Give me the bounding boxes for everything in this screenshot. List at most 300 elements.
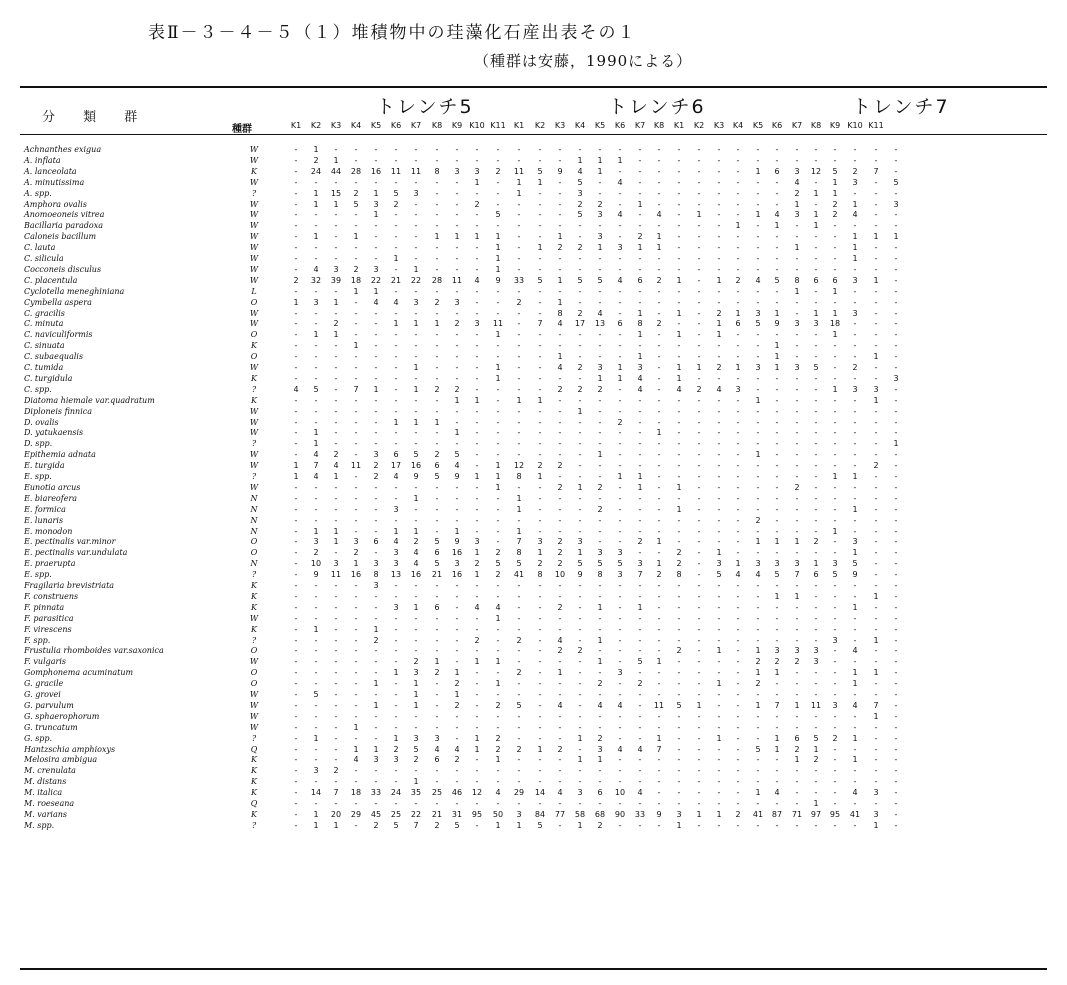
count-cell: 1 (434, 657, 440, 667)
count-cell: 1 (516, 820, 522, 830)
count-cell: - (697, 591, 701, 601)
count-cell: 3 (393, 548, 399, 558)
count-cell: 1 (637, 602, 643, 612)
count-cell: 5 (597, 275, 603, 285)
count-cell: 2 (313, 155, 319, 165)
count-cell: - (894, 591, 898, 601)
count-cell: - (795, 526, 799, 536)
count-cell: - (558, 286, 562, 296)
count-cell: 11 (390, 166, 402, 176)
count-cell: 16 (451, 548, 463, 558)
count-cell: - (775, 493, 779, 503)
count-cell: - (598, 581, 602, 590)
count-cell: - (853, 406, 857, 416)
count-cell: - (894, 406, 898, 416)
count-cell: - (455, 243, 459, 253)
count-cell: 1 (577, 155, 583, 165)
count-cell: 6 (434, 461, 440, 471)
count-cell: - (354, 581, 358, 590)
count-cell: - (394, 341, 398, 351)
count-cell: 1 (313, 733, 319, 743)
count-cell: - (874, 799, 878, 808)
count-cell: - (496, 188, 500, 198)
count-cell: 4 (774, 210, 780, 220)
count-cell: - (334, 733, 338, 743)
count-cell: - (294, 264, 298, 274)
count-cell: 12 (810, 166, 822, 176)
species-group: W (249, 308, 259, 318)
count-cell: - (638, 439, 642, 449)
count-cell: 1 (393, 417, 399, 427)
count-cell: 31 (451, 809, 463, 819)
count-cell: 2 (794, 482, 800, 492)
count-cell: - (853, 711, 857, 721)
count-cell: - (795, 155, 799, 165)
count-cell: - (517, 210, 521, 220)
species-group: K (251, 373, 257, 383)
count-cell: - (717, 624, 721, 634)
count-cell: 3 (617, 668, 623, 678)
count-cell: 10 (614, 788, 626, 798)
count-cell: - (578, 602, 582, 612)
count-cell: 1 (832, 384, 838, 394)
count-cell: - (578, 341, 582, 351)
count-cell: - (374, 145, 378, 154)
count-cell: 1 (774, 308, 780, 318)
count-cell: 3 (755, 363, 761, 372)
count-cell: 1 (735, 221, 741, 231)
count-cell: - (414, 646, 418, 656)
count-cell: 3 (413, 733, 419, 743)
count-cell: - (833, 537, 837, 547)
count-cell: - (334, 363, 338, 372)
count-cell: 28 (431, 275, 443, 285)
count-cell: - (294, 177, 298, 187)
count-cell: - (775, 264, 779, 274)
count-cell: - (756, 341, 760, 351)
count-cell: - (853, 145, 857, 154)
count-cell: - (314, 635, 318, 645)
count-cell: 1 (577, 406, 583, 416)
count-cell: - (598, 439, 602, 449)
count-cell: - (677, 221, 681, 231)
count-cell: - (618, 232, 622, 242)
count-cell: 3 (852, 177, 858, 187)
count-cell: - (455, 591, 459, 601)
count-cell: - (475, 439, 479, 449)
taxon-name: Cocconeis disculus (24, 264, 102, 274)
count-cell: 7 (413, 820, 419, 830)
taxon-name: G. truncatum (24, 722, 78, 732)
count-cell: - (294, 777, 298, 787)
count-cell: 1 (373, 624, 379, 634)
count-cell: - (853, 482, 857, 492)
count-cell: - (717, 788, 721, 798)
count-cell: - (618, 766, 622, 776)
species-group: K (251, 766, 257, 776)
count-cell: - (618, 286, 622, 296)
count-cell: - (697, 221, 701, 231)
count-cell: - (517, 657, 521, 667)
count-cell: - (756, 613, 760, 623)
count-cell: - (435, 711, 439, 721)
count-cell: 45 (370, 809, 382, 819)
count-cell: 2 (852, 166, 858, 176)
count-cell: - (894, 777, 898, 787)
count-cell: - (538, 755, 542, 765)
count-cell: - (475, 428, 479, 438)
count-cell: - (334, 657, 338, 667)
count-cell: 1 (676, 308, 682, 318)
count-cell: 1 (313, 199, 319, 209)
count-cell: - (294, 700, 298, 710)
count-cell: - (894, 264, 898, 274)
count-cell: - (638, 450, 642, 460)
count-cell: 14 (310, 788, 322, 798)
count-cell: - (435, 526, 439, 536)
taxon-name: E. formica (24, 504, 66, 514)
count-cell: - (455, 188, 459, 198)
count-cell: - (833, 297, 837, 307)
count-cell: - (657, 439, 661, 449)
count-cell: - (435, 613, 439, 623)
count-cell: 32 (310, 275, 322, 285)
count-cell: - (775, 581, 779, 590)
count-cell: - (414, 155, 418, 165)
count-cell: - (814, 297, 818, 307)
count-cell: 1 (413, 319, 419, 329)
count-cell: 9 (656, 809, 662, 819)
column-header-t7-k5: K5 (752, 121, 764, 130)
count-cell: - (756, 766, 760, 776)
count-cell: 1 (755, 668, 761, 678)
count-cell: - (538, 232, 542, 242)
count-cell: - (814, 417, 818, 427)
count-cell: - (814, 199, 818, 209)
count-cell: - (775, 439, 779, 449)
count-cell: - (455, 308, 459, 318)
count-cell: - (334, 308, 338, 318)
count-cell: - (657, 155, 661, 165)
count-cell: - (638, 733, 642, 743)
count-cell: - (578, 461, 582, 471)
count-cell: 11 (513, 166, 525, 176)
count-cell: - (496, 646, 500, 656)
count-cell: - (496, 493, 500, 503)
count-cell: - (618, 428, 622, 438)
count-cell: - (795, 264, 799, 274)
species-group: O (250, 646, 258, 656)
count-cell: - (334, 548, 338, 558)
count-cell: - (517, 330, 521, 340)
count-cell: 2 (774, 657, 780, 667)
count-cell: - (314, 668, 318, 678)
count-cell: 8 (537, 570, 543, 580)
count-cell: - (795, 799, 799, 808)
count-cell: - (354, 363, 358, 372)
count-cell: - (717, 254, 721, 263)
count-cell: - (618, 711, 622, 721)
count-cell: - (455, 777, 459, 787)
count-cell: - (578, 373, 582, 383)
count-cell: - (496, 722, 500, 732)
count-cell: 9 (454, 537, 460, 547)
count-cell: 11 (330, 570, 342, 580)
count-cell: 1 (413, 690, 419, 699)
count-cell: - (814, 690, 818, 699)
count-cell: 4 (313, 264, 319, 274)
count-cell: 2 (454, 755, 460, 765)
count-cell: - (294, 482, 298, 492)
count-cell: 77 (554, 809, 566, 819)
count-cell: - (435, 690, 439, 699)
count-cell: - (558, 155, 562, 165)
count-cell: - (756, 145, 760, 154)
count-cell: 1 (434, 319, 440, 329)
count-cell: - (677, 166, 681, 176)
count-cell: 95 (829, 809, 841, 819)
count-cell: - (677, 177, 681, 187)
count-cell: - (475, 624, 479, 634)
count-cell: - (874, 177, 878, 187)
count-cell: 5 (774, 570, 780, 580)
count-cell: - (294, 308, 298, 318)
count-cell: - (394, 690, 398, 699)
count-cell: - (374, 308, 378, 318)
count-cell: - (354, 395, 358, 405)
count-cell: - (354, 428, 358, 438)
count-cell: - (414, 395, 418, 405)
count-cell: - (677, 635, 681, 645)
count-cell: - (756, 264, 760, 274)
count-cell: - (334, 613, 338, 623)
count-cell: - (657, 221, 661, 231)
count-cell: 4 (454, 461, 460, 471)
count-cell: - (294, 450, 298, 460)
count-cell: - (517, 232, 521, 242)
count-cell: 1 (495, 373, 501, 383)
count-cell: - (598, 221, 602, 231)
count-cell: - (435, 504, 439, 514)
count-cell: - (538, 504, 542, 514)
count-cell: - (638, 417, 642, 427)
count-cell: - (814, 820, 818, 830)
count-cell: - (517, 690, 521, 699)
species-group: K (251, 809, 257, 819)
count-cell: 3 (413, 668, 419, 678)
column-header-t5-k1: K1 (290, 121, 302, 130)
count-cell: - (414, 766, 418, 776)
count-cell: - (294, 439, 298, 449)
species-group: L (251, 286, 257, 296)
count-cell: 7 (873, 166, 879, 176)
count-cell: - (517, 711, 521, 721)
count-cell: - (475, 461, 479, 471)
count-cell: 33 (370, 788, 382, 798)
count-cell: - (394, 243, 398, 253)
count-cell: - (618, 613, 622, 623)
count-cell: 2 (813, 755, 819, 765)
count-cell: - (894, 690, 898, 699)
count-cell: 1 (755, 395, 761, 405)
count-cell: - (435, 373, 439, 383)
count-cell: 5 (813, 363, 819, 372)
count-cell: - (697, 232, 701, 242)
count-cell: - (578, 417, 582, 427)
count-cell: - (833, 722, 837, 732)
count-cell: 1 (474, 744, 480, 754)
count-cell: - (853, 155, 857, 165)
count-cell: - (853, 264, 857, 274)
trench-7-header: トレンチ7 (852, 96, 950, 118)
count-cell: - (558, 406, 562, 416)
column-header-t6-k8: K8 (653, 121, 665, 130)
count-cell: 1 (413, 493, 419, 503)
count-cell: - (374, 515, 378, 525)
count-cell: 3 (474, 537, 480, 547)
count-cell: - (435, 221, 439, 231)
count-cell: - (578, 635, 582, 645)
count-cell: - (677, 668, 681, 678)
count-cell: - (294, 373, 298, 383)
count-cell: 4 (557, 319, 563, 329)
count-cell: 2 (557, 461, 563, 471)
count-cell: - (578, 286, 582, 296)
count-cell: 6 (617, 319, 623, 329)
count-cell: - (657, 297, 661, 307)
count-cell: 1 (656, 559, 662, 569)
count-cell: - (538, 210, 542, 220)
count-cell: - (894, 428, 898, 438)
column-header-t5-k11: K11 (490, 121, 506, 130)
count-cell: - (374, 232, 378, 242)
count-cell: 8 (516, 548, 522, 558)
count-cell: - (833, 406, 837, 416)
species-group: ? (251, 733, 257, 743)
count-cell: - (618, 624, 622, 634)
count-cell: - (334, 254, 338, 263)
count-cell: - (618, 254, 622, 263)
count-cell: 1 (597, 166, 603, 176)
count-cell: - (558, 450, 562, 460)
count-cell: - (756, 733, 760, 743)
count-cell: - (775, 711, 779, 721)
count-cell: 41 (752, 809, 764, 819)
count-cell: - (354, 635, 358, 645)
count-cell: - (756, 384, 760, 394)
count-cell: - (538, 766, 542, 776)
count-cell: 16 (350, 570, 362, 580)
count-cell: - (435, 624, 439, 634)
count-cell: - (618, 733, 622, 743)
count-cell: 1 (313, 526, 319, 536)
count-cell: - (558, 145, 562, 154)
count-cell: - (578, 297, 582, 307)
count-cell: - (394, 711, 398, 721)
count-cell: - (894, 570, 898, 580)
count-cell: - (638, 548, 642, 558)
count-cell: - (354, 515, 358, 525)
count-cell: 4 (656, 210, 662, 220)
count-cell: - (354, 450, 358, 460)
count-cell: 1 (873, 232, 879, 242)
count-cell: 2 (696, 384, 702, 394)
count-cell: 3 (373, 581, 379, 590)
count-cell: - (294, 210, 298, 220)
count-cell: - (833, 504, 837, 514)
count-cell: - (677, 526, 681, 536)
count-cell: 2 (832, 733, 838, 743)
count-cell: - (894, 668, 898, 678)
count-cell: - (455, 341, 459, 351)
count-cell: - (517, 384, 521, 394)
count-cell: - (435, 254, 439, 263)
top-rule (20, 86, 1047, 88)
count-cell: 3 (313, 537, 319, 547)
count-cell: - (538, 254, 542, 263)
count-cell: - (496, 155, 500, 165)
count-cell: - (334, 210, 338, 220)
count-cell: 2 (495, 700, 501, 710)
count-cell: 1 (413, 363, 419, 372)
count-cell: - (677, 286, 681, 296)
count-cell: - (814, 635, 818, 645)
count-cell: 1 (597, 602, 603, 612)
count-cell: 2 (434, 297, 440, 307)
count-cell: 22 (370, 275, 382, 285)
count-cell: - (294, 624, 298, 634)
count-cell: - (697, 679, 701, 689)
count-cell: 1 (413, 679, 419, 689)
count-cell: - (598, 145, 602, 154)
count-cell: 4 (637, 744, 643, 754)
count-cell: 4 (617, 177, 623, 187)
count-cell: - (475, 690, 479, 699)
count-cell: - (874, 482, 878, 492)
count-cell: - (558, 373, 562, 383)
count-cell: 1 (656, 657, 662, 667)
count-cell: 3 (373, 559, 379, 569)
count-cell: - (814, 624, 818, 634)
count-cell: - (598, 254, 602, 263)
count-cell: - (618, 384, 622, 394)
count-cell: 3 (716, 559, 722, 569)
count-cell: - (736, 591, 740, 601)
count-cell: 4 (577, 166, 583, 176)
count-cell: - (833, 799, 837, 808)
count-cell: 4 (434, 744, 440, 754)
count-cell: 1 (893, 439, 899, 449)
column-header-t7-k7: K7 (791, 121, 803, 130)
taxon-name: M. crenulata (24, 766, 76, 776)
count-cell: - (558, 766, 562, 776)
count-cell: - (697, 613, 701, 623)
count-cell: - (414, 613, 418, 623)
count-cell: - (775, 384, 779, 394)
count-cell: 6 (393, 450, 399, 460)
count-cell: - (455, 363, 459, 372)
count-cell: - (736, 188, 740, 198)
count-cell: 1 (755, 700, 761, 710)
count-cell: - (475, 308, 479, 318)
species-group: W (249, 690, 259, 699)
count-cell: - (756, 155, 760, 165)
count-cell: - (677, 581, 681, 590)
count-cell: 2 (393, 199, 399, 209)
count-cell: - (736, 602, 740, 612)
count-cell: 1 (832, 472, 838, 481)
count-cell: 1 (852, 548, 858, 558)
